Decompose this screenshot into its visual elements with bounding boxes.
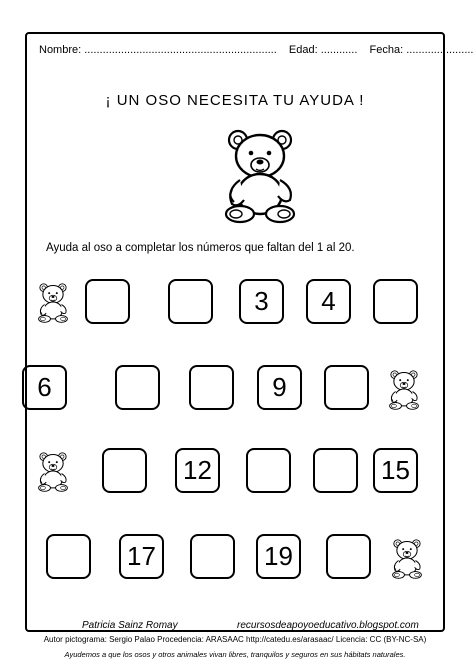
number-box[interactable] <box>324 365 369 410</box>
number-box[interactable] <box>102 448 147 493</box>
number-box[interactable]: 4 <box>306 279 351 324</box>
worksheet <box>25 32 474 659</box>
name-label: Nombre: <box>39 44 82 56</box>
page-title: ¡ UN OSO NECESITA TU AYUDA ! <box>105 92 365 109</box>
number-box[interactable] <box>115 365 160 410</box>
footer-slogan: Ayudemos a que los osos y otros animales vivan libres, tranquilos y seguros en sus hábitats naturales. <box>64 650 406 659</box>
number-box[interactable]: 19 <box>256 534 301 579</box>
number-box[interactable]: 15 <box>373 448 418 493</box>
number-box[interactable] <box>373 279 418 324</box>
footer-author-line <box>27 620 443 632</box>
number-box[interactable] <box>313 448 358 493</box>
age-label: Edad: <box>288 44 318 56</box>
number-box[interactable]: 17 <box>119 534 164 579</box>
author-name: Patricia Sainz Romay <box>82 620 178 631</box>
number-box[interactable] <box>46 534 91 579</box>
number-box[interactable]: 3 <box>239 279 284 324</box>
instruction-text: Ayuda al oso a completar los números que faltan del 1 al 20. <box>46 242 355 254</box>
number-box[interactable] <box>246 448 291 493</box>
number-box[interactable] <box>189 365 234 410</box>
teddy-bear-icon <box>385 536 429 580</box>
age-field[interactable]: ............ <box>320 44 358 56</box>
date-field[interactable]: ...................... <box>406 44 474 56</box>
teddy-bear-icon <box>31 280 75 324</box>
number-box[interactable] <box>85 279 130 324</box>
name-field[interactable]: ............................................................... <box>84 44 277 56</box>
number-box[interactable]: 6 <box>22 365 67 410</box>
header-fields <box>39 44 474 62</box>
teddy-bear-icon <box>31 449 75 493</box>
number-box[interactable] <box>326 534 371 579</box>
number-box[interactable]: 12 <box>175 448 220 493</box>
number-box[interactable] <box>190 534 235 579</box>
teddy-bear-icon <box>382 367 426 411</box>
date-label: Fecha: <box>369 44 404 56</box>
footer-credits: Autor pictograma: Sergio Palao Procedencia: ARASAAC http://catedu.es/arasaac/ Licencia: CC (BY-NC-SA) <box>43 635 427 644</box>
number-box[interactable] <box>168 279 213 324</box>
teddy-bear-icon <box>210 122 310 226</box>
blog-link[interactable]: recursosdeapoyoeducativo.blogspot.com <box>237 620 419 631</box>
number-box[interactable]: 9 <box>257 365 302 410</box>
